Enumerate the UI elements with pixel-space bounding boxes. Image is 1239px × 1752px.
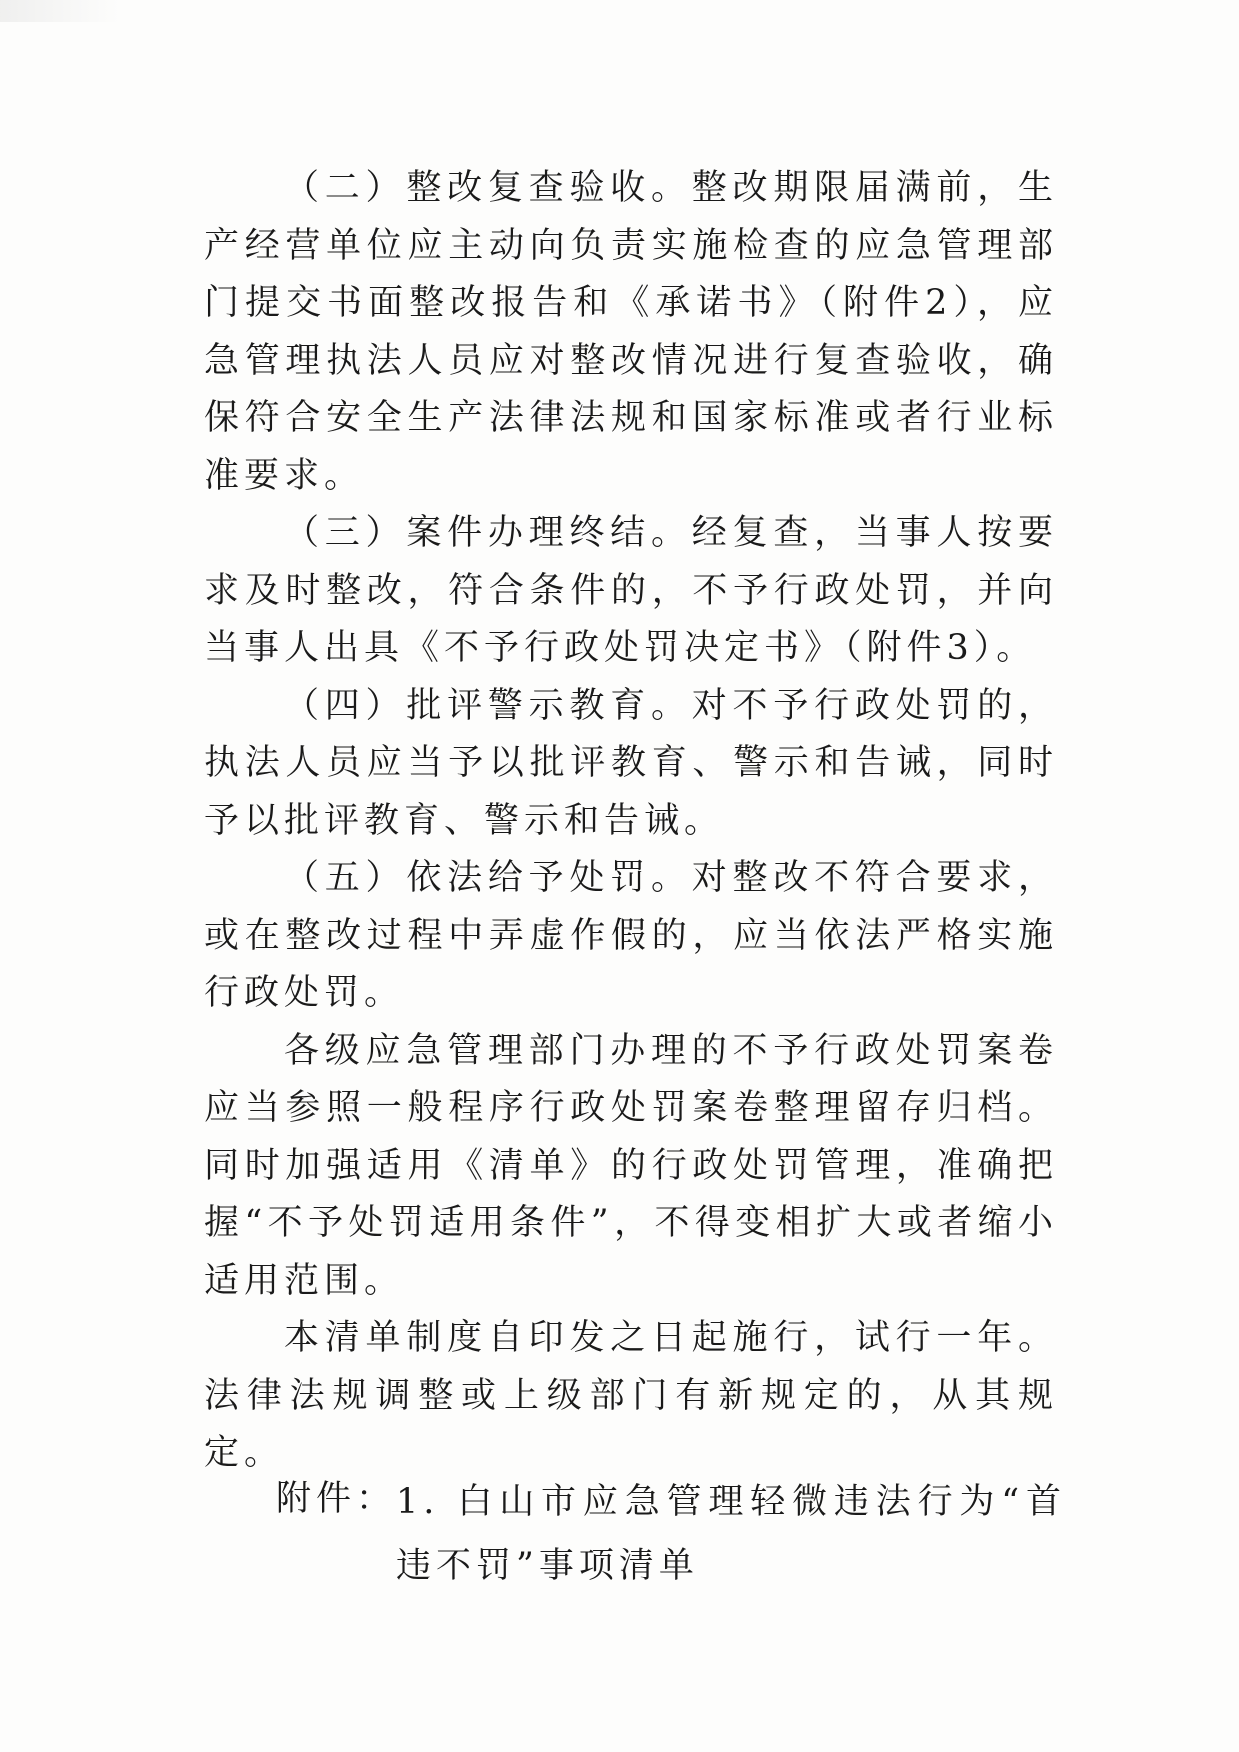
paragraph-criticism-education: （四）批评警示教育。对不予行政处罚的，执法人员应当予以批评教育、警示和告诫，同时予以批评教育、警示和告诫。 [204, 685, 1058, 841]
document-body [204, 160, 1058, 1483]
paragraph-rectification-review: （二）整改复查验收。整改期限届满前，生产经营单位应主动向负责实施检查的应急管理部门提交书面整改报告和《承诺书》（附件2），应急管理执法人员应对整改情况进行复查验收，确保符合安全生产法律法规和国家标准或者行业标准要求。 [204, 168, 1058, 496]
attachment-list [276, 1470, 1066, 1598]
paragraph-lawful-penalty: （五）依法给予处罚。对整改不符合要求，或在整改过程中弄虚作假的，应当依法严格实施行政处罚。 [204, 858, 1058, 1013]
paragraph-case-filing: 各级应急管理部门办理的不予行政处罚案卷应当参照一般程序行政处罚案卷整理留存归档。同时加强适用《清单》的行政处罚管理，准确把握“不予处罚适用条件”，不得变相扩大或者缩小适用范围。 [204, 1030, 1058, 1301]
paragraph-case-conclusion: （三）案件办理终结。经复查，当事人按要求及时整改，符合条件的，不予行政处罚，并向当事人出具《不予行政处罚决定书》（附件3）。 [204, 513, 1058, 668]
scan-edge-mark [0, 0, 120, 22]
attachment-label: 附件： [276, 1479, 397, 1519]
attachment-item: 1. 白山市应急管理轻微违法行为“首违不罚”事项清单 [396, 1482, 1066, 1586]
paragraph-effective-date: 本清单制度自印发之日起施行，试行一年。法律法规调整或上级部门有新规定的，从其规定。 [204, 1318, 1058, 1473]
